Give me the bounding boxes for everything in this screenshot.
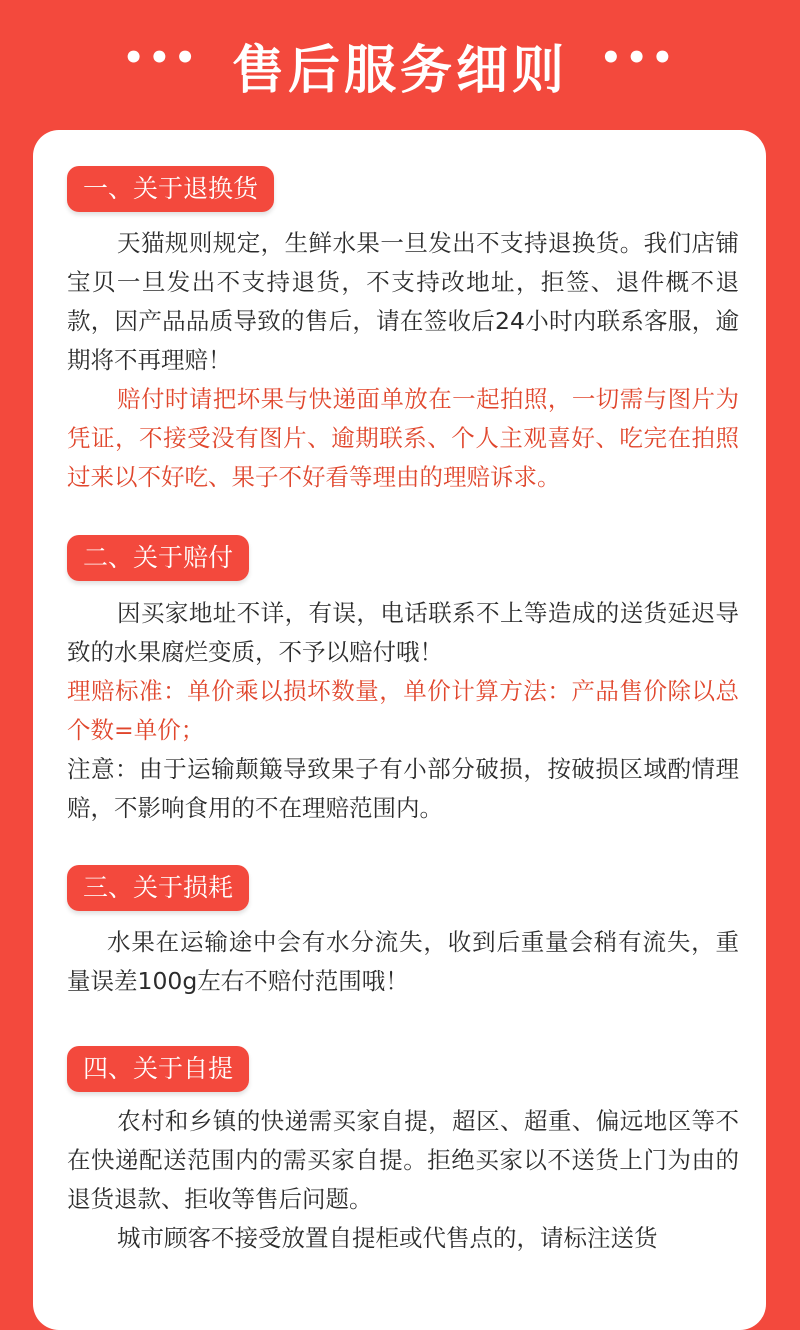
returns-policy-text: 天猫规则规定，生鲜水果一旦发出不支持退换货。我们店铺宝贝一旦发出不支持退货，不支持改地址，拒签、退件概不退款，因产品品质导致的售后，请在签收后24小时内联系客服，逾期将不再理赔！ (67, 229, 739, 374)
page-title: 售后服务细则 (231, 40, 568, 101)
section-tag-returns: 一、关于退换货 (67, 166, 274, 212)
pickup-policy-text: 农村和乡镇的快递需买家自提，超区、超重、偏远地区等不在快递配送范围内的需买家自提。拒绝买家以不送货上门为由的退货退款、拒收等售后问题。 (67, 1107, 739, 1213)
section-tag-loss: 三、关于损耗 (67, 865, 249, 911)
compensation-standard-text: 理赔标准：单价乘以损坏数量，单价计算方法：产品售价除以总个数=单价； (67, 677, 739, 744)
pickup-city-text: 城市顾客不接受放置自提柜或代售点的，请标注送货 (117, 1224, 658, 1252)
section-tag-pickup: 四、关于自提 (67, 1046, 249, 1092)
decorative-dots-right: ••• (600, 38, 678, 78)
compensation-note-text: 注意：由于运输颠簸导致果子有小部分破损，按破损区域酌情理赔，不影响食用的不在理赔范围内。 (67, 755, 739, 822)
returns-photo-requirement-text: 赔付时请把坏果与快递面单放在一起拍照，一切需与图片为凭证，不接受没有图片、逾期联系、个人主观喜好、吃完在拍照过来以不好吃、果子不好看等理由的理赔诉求。 (67, 385, 739, 491)
decorative-dots-left: ••• (122, 38, 200, 78)
compensation-address-text: 因买家地址不详，有误，电话联系不上等造成的送货延迟导致的水果腐烂变质，不予以赔付哦！ (67, 599, 739, 666)
loss-policy-text: 水果在运输途中会有水分流失，收到后重量会稍有流失，重量误差100g左右不赔付范围哦！ (67, 928, 739, 995)
section-tag-compensation: 二、关于赔付 (67, 535, 249, 581)
page-header (0, 0, 800, 130)
